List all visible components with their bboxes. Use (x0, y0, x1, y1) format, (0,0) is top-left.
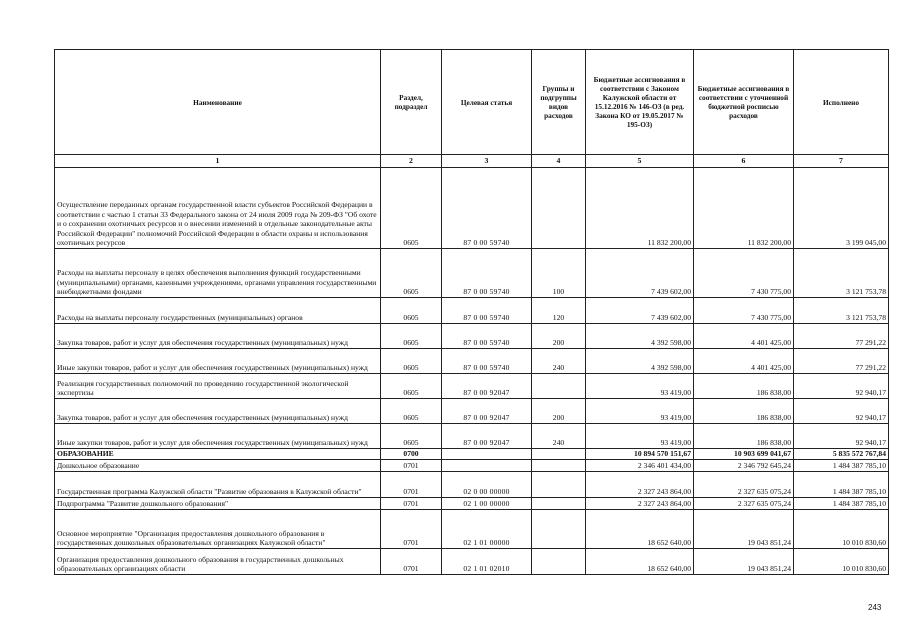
row-section-cell: 0605 (381, 298, 442, 324)
row-revised-cell: 2 327 635 075,24 (694, 472, 794, 498)
row-budget-cell: 7 439 602,00 (586, 249, 694, 298)
column-number-row (55, 155, 889, 168)
column-number: 4 (532, 155, 586, 168)
row-executed-cell: 3 121 753,78 (794, 298, 889, 324)
column-number: 6 (694, 155, 794, 168)
row-budget-cell: 93 419,00 (586, 399, 694, 424)
row-target-cell: 87 0 00 59740 (442, 249, 532, 298)
row-group-cell: 100 (532, 249, 586, 298)
row-target-cell: 87 0 00 59740 (442, 324, 532, 349)
row-target-cell: 02 1 00 00000 (442, 498, 532, 510)
table-body (55, 168, 889, 575)
row-budget-cell: 4 392 598,00 (586, 324, 694, 349)
row-group-cell (532, 498, 586, 510)
table-row (55, 324, 889, 349)
row-executed-cell: 3 121 753,78 (794, 249, 889, 298)
row-budget-cell: 18 652 640,00 (586, 549, 694, 575)
header-revised: Бюджетные ассигнования в соответствии с уточненной бюджетной росписью расходов (694, 50, 794, 155)
row-budget-cell: 2 346 401 434,00 (586, 460, 694, 472)
table-row (55, 498, 889, 510)
row-name-cell: Осуществление переданных органам государственной власти субъектов Российской Федерации в соответствии с частью 1 статьи 33 Федерального закона от 24 июля 2009 года № 209-ФЗ "Об охоте и о сохранении охотничьих ресурсов и о внесении изменений в отдельные законодательные акты Российской Федерации" полномочий Российской Федерации в области охраны и использования охотничьих ресурсов (55, 168, 381, 249)
column-number: 1 (55, 155, 381, 168)
header-row (55, 50, 889, 155)
row-name-cell: Закупка товаров, работ и услуг для обеспечения государственных (муниципальных) нужд (55, 324, 381, 349)
row-budget-cell: 4 392 598,00 (586, 349, 694, 374)
row-target-cell: 87 0 00 59740 (442, 298, 532, 324)
row-executed-cell: 1 484 387 785,10 (794, 472, 889, 498)
column-number: 2 (381, 155, 442, 168)
row-group-cell: 120 (532, 298, 586, 324)
row-revised-cell: 186 838,00 (694, 399, 794, 424)
row-budget-cell: 10 894 570 151,67 (586, 449, 694, 460)
header-executed: Исполнено (794, 50, 889, 155)
row-name-cell: Основное мероприятие "Организация предоставления дошкольного образования в государственных дошкольных образовательных организациях Калужской области" (55, 510, 381, 549)
row-budget-cell: 7 439 602,00 (586, 298, 694, 324)
row-revised-cell: 2 327 635 075,24 (694, 498, 794, 510)
row-target-cell: 87 0 00 92047 (442, 424, 532, 449)
table-row (55, 460, 889, 472)
row-section-cell: 0701 (381, 510, 442, 549)
row-section-cell: 0605 (381, 168, 442, 249)
row-name-cell: Государственная программа Калужской области "Развитие образования в Калужской области" (55, 472, 381, 498)
column-number: 7 (794, 155, 889, 168)
row-target-cell: 02 1 01 02010 (442, 549, 532, 575)
row-revised-cell: 11 832 200,00 (694, 168, 794, 249)
row-revised-cell: 4 401 425,00 (694, 324, 794, 349)
row-executed-cell: 3 199 045,00 (794, 168, 889, 249)
row-executed-cell: 77 291,22 (794, 324, 889, 349)
row-executed-cell: 92 940,17 (794, 374, 889, 399)
row-section-cell: 0605 (381, 349, 442, 374)
row-executed-cell: 92 940,17 (794, 424, 889, 449)
header-target: Целевая статья (442, 50, 532, 155)
row-group-cell (532, 549, 586, 575)
row-revised-cell: 2 346 792 645,24 (694, 460, 794, 472)
row-executed-cell: 92 940,17 (794, 399, 889, 424)
row-target-cell: 87 0 00 92047 (442, 399, 532, 424)
row-section-cell: 0605 (381, 424, 442, 449)
row-group-cell: 240 (532, 349, 586, 374)
table-row (55, 449, 889, 460)
row-target-cell: 02 0 00 00000 (442, 472, 532, 498)
row-name-cell: Реализация государственных полномочий по проведению государственной экологической экспертизы (55, 374, 381, 399)
table-row (55, 168, 889, 249)
row-budget-cell: 2 327 243 864,00 (586, 498, 694, 510)
row-executed-cell: 5 835 572 767,84 (794, 449, 889, 460)
row-section-cell: 0605 (381, 324, 442, 349)
row-revised-cell: 186 838,00 (694, 374, 794, 399)
row-target-cell: 02 1 01 00000 (442, 510, 532, 549)
row-group-cell: 200 (532, 399, 586, 424)
header-budget: Бюджетные ассигнования в соответствии с Законом Калужской области от 15.12.2016 № 146-ОЗ (в ред. Закона КО от 19.05.2017 № 195-ОЗ) (586, 50, 694, 155)
row-section-cell: 0701 (381, 549, 442, 575)
row-executed-cell: 77 291,22 (794, 349, 889, 374)
row-name-cell: Организация предоставления дошкольного образования в государственных дошкольных образовательных организациях области (55, 549, 381, 575)
header-section: Раздел, подраздел (381, 50, 442, 155)
row-name-cell: Расходы на выплаты персоналу государственных (муниципальных) органов (55, 298, 381, 324)
row-group-cell (532, 472, 586, 498)
row-name-cell: Закупка товаров, работ и услуг для обеспечения государственных (муниципальных) нужд (55, 399, 381, 424)
header-name: Наименование (55, 50, 381, 155)
row-name-cell: Подпрограмма "Развитие дошкольного образования" (55, 498, 381, 510)
table-row (55, 549, 889, 575)
table-row (55, 472, 889, 498)
column-number: 5 (586, 155, 694, 168)
row-budget-cell: 11 832 200,00 (586, 168, 694, 249)
budget-table (54, 49, 889, 575)
table-row (55, 399, 889, 424)
row-revised-cell: 19 043 851,24 (694, 510, 794, 549)
row-executed-cell: 1 484 387 785,10 (794, 460, 889, 472)
row-target-cell: 87 0 00 92047 (442, 374, 532, 399)
table-row (55, 374, 889, 399)
row-executed-cell: 1 484 387 785,10 (794, 498, 889, 510)
row-budget-cell: 93 419,00 (586, 374, 694, 399)
row-executed-cell: 10 010 830,60 (794, 510, 889, 549)
row-executed-cell: 10 010 830,60 (794, 549, 889, 575)
row-section-cell: 0605 (381, 374, 442, 399)
row-name-cell: Иные закупки товаров, работ и услуг для обеспечения государственных (муниципальных) нужд (55, 349, 381, 374)
row-group-cell (532, 510, 586, 549)
row-budget-cell: 93 419,00 (586, 424, 694, 449)
row-target-cell: 87 0 00 59740 (442, 349, 532, 374)
table-row (55, 510, 889, 549)
table-row (55, 349, 889, 374)
row-section-cell: 0605 (381, 399, 442, 424)
row-group-cell (532, 374, 586, 399)
row-section-cell: 0701 (381, 472, 442, 498)
table-row (55, 298, 889, 324)
row-group-cell (532, 168, 586, 249)
page-number: 243 (868, 603, 882, 612)
row-section-cell: 0605 (381, 249, 442, 298)
row-name-cell: Расходы на выплаты персоналу в целях обеспечения выполнения функций государственными (муниципальными) органами, казенными учреждениями, органами управления государственными внебюджетными фондами (55, 249, 381, 298)
row-target-cell: 87 0 00 59740 (442, 168, 532, 249)
row-revised-cell: 10 903 699 041,67 (694, 449, 794, 460)
row-target-cell (442, 460, 532, 472)
row-section-cell: 0701 (381, 498, 442, 510)
row-budget-cell: 2 327 243 864,00 (586, 472, 694, 498)
row-name-cell: ОБРАЗОВАНИЕ (55, 449, 381, 460)
row-revised-cell: 7 430 775,00 (694, 298, 794, 324)
row-revised-cell: 19 043 851,24 (694, 549, 794, 575)
row-budget-cell: 18 652 640,00 (586, 510, 694, 549)
row-revised-cell: 7 430 775,00 (694, 249, 794, 298)
row-name-cell: Иные закупки товаров, работ и услуг для обеспечения государственных (муниципальных) нужд (55, 424, 381, 449)
row-revised-cell: 186 838,00 (694, 424, 794, 449)
column-number: 3 (442, 155, 532, 168)
table-row (55, 249, 889, 298)
row-section-cell: 0700 (381, 449, 442, 460)
row-group-cell (532, 460, 586, 472)
row-section-cell: 0701 (381, 460, 442, 472)
row-group-cell: 200 (532, 324, 586, 349)
row-group-cell (532, 449, 586, 460)
row-name-cell: Дошкольное образование (55, 460, 381, 472)
header-group: Группы и подгруппы видов расходов (532, 50, 586, 155)
row-group-cell: 240 (532, 424, 586, 449)
row-revised-cell: 4 401 425,00 (694, 349, 794, 374)
row-target-cell (442, 449, 532, 460)
table-row (55, 424, 889, 449)
